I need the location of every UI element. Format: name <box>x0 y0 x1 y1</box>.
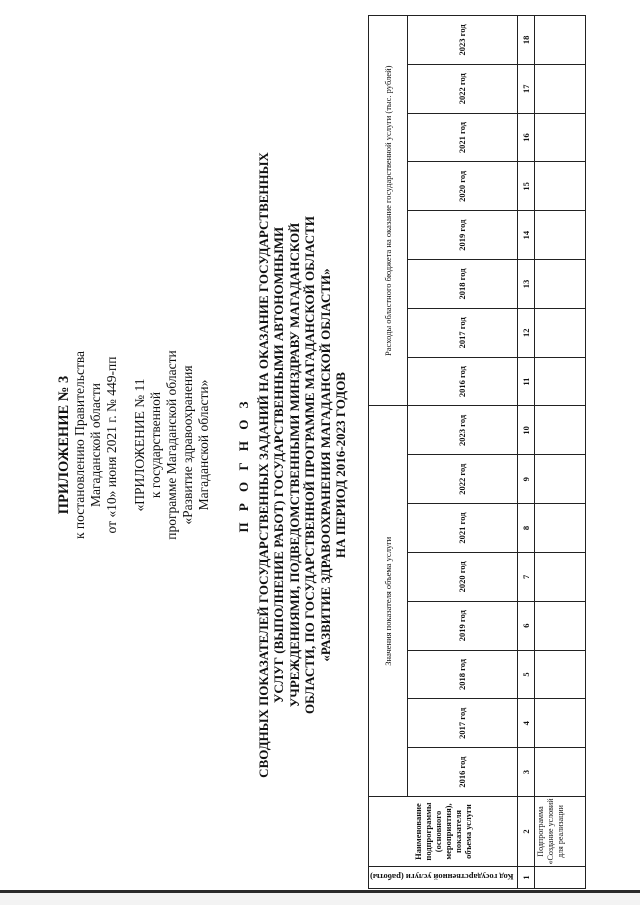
cell-empty <box>534 601 585 650</box>
appendix-heading: ПРИЛОЖЕНИЕ № 3 <box>56 375 72 515</box>
appendix-line: к постановлению Правительства <box>72 350 87 540</box>
year-cell: 2022 год <box>407 64 517 113</box>
table-number-row <box>517 16 534 889</box>
col-number: 5 <box>517 650 534 699</box>
cell-empty <box>534 867 585 889</box>
col-number: 9 <box>517 455 534 504</box>
cell-empty <box>534 650 585 699</box>
year-cell: 2018 год <box>407 260 517 309</box>
appendix-line: программе Магаданской области <box>164 350 179 540</box>
year-cell: 2019 год <box>407 211 517 260</box>
appendix-line: от «10» июня 2021 г. № 449-пп <box>104 356 119 534</box>
table-header-row <box>369 16 408 889</box>
cell-empty <box>534 308 585 357</box>
year-cell: 2019 год <box>407 601 517 650</box>
header-name: Наименование подпрограммы (основного мероприятия), показателя объема услуги <box>369 797 518 867</box>
title-line: УСЛУГ (ВЫПОЛНЕНИЕ РАБОТ) ГОСУДАРСТВЕННЫМИ АВТОНОМНЫМИ <box>271 226 286 704</box>
year-cell: 2018 год <box>407 650 517 699</box>
cell-empty <box>534 113 585 162</box>
title-line: ОБЛАСТИ, ПО ГОСУДАРСТВЕННОЙ ПРОГРАММЕ МАГАДАНСКОЙ ОБЛАСТИ <box>302 216 317 714</box>
col-number: 12 <box>517 308 534 357</box>
col-number: 17 <box>517 64 534 113</box>
col-number: 14 <box>517 211 534 260</box>
col-number: 15 <box>517 162 534 211</box>
year-cell: 2021 год <box>407 504 517 553</box>
cell-empty <box>534 504 585 553</box>
document-title <box>236 115 349 815</box>
title-line: УЧРЕЖДЕНИЯМИ, ПОДВЕДОМСТВЕННЫМИ МИНЗДРАВУ МАГАДАНСКОЙ <box>286 222 302 708</box>
cell-empty <box>534 64 585 113</box>
header-group-volume: Значения показателя объема услуги <box>369 406 408 797</box>
col-number: 3 <box>517 748 534 797</box>
col-number: 16 <box>517 113 534 162</box>
year-cell: 2016 год <box>407 357 517 406</box>
appendix-block <box>56 285 212 605</box>
title-line: НА ПЕРИОД 2016-2023 ГОДОВ <box>333 372 348 558</box>
year-cell: 2023 год <box>407 406 517 455</box>
year-cell: 2017 год <box>407 699 517 748</box>
col-number: 2 <box>517 797 534 867</box>
col-number: 7 <box>517 552 534 601</box>
col-number: 4 <box>517 699 534 748</box>
table-years-row <box>407 16 517 889</box>
col-number: 10 <box>517 406 534 455</box>
appendix-line: Магаданской области» <box>196 379 211 511</box>
cell-empty <box>534 455 585 504</box>
appendix-line: «Развитие здравоохранения <box>180 365 195 525</box>
col-number: 8 <box>517 504 534 553</box>
cell-empty <box>534 552 585 601</box>
year-cell: 2021 год <box>407 113 517 162</box>
header-group-expense: Расходы областного бюджета на оказание государственной услуги (тыс. рублей) <box>369 16 408 407</box>
title-forecast: П Р О Г Н О З <box>236 397 251 533</box>
cell-empty <box>534 162 585 211</box>
col-number: 18 <box>517 16 534 65</box>
cell-empty <box>534 357 585 406</box>
year-cell: 2017 год <box>407 308 517 357</box>
col-number: 11 <box>517 357 534 406</box>
appendix-gap <box>120 285 132 605</box>
appendix-line: Магаданской области <box>88 383 103 507</box>
cell-empty <box>534 211 585 260</box>
row-name: Подпрограмма «Создание условий для реализации <box>534 797 585 867</box>
appendix-line: к государственной <box>148 391 163 499</box>
col-number: 1 <box>517 867 534 889</box>
year-cell: 2020 год <box>407 552 517 601</box>
cell-empty <box>534 748 585 797</box>
col-number: 6 <box>517 601 534 650</box>
header-code: Код государственной услуги (работы) <box>369 867 518 889</box>
cell-empty <box>534 260 585 309</box>
appendix-line: «ПРИЛОЖЕНИЕ № 11 <box>132 378 147 512</box>
cell-empty <box>534 406 585 455</box>
forecast-table <box>368 15 586 889</box>
title-line: СВОДНЫХ ПОКАЗАТЕЛЕЙ ГОСУДАРСТВЕННЫХ ЗАДАНИЙ НА ОКАЗАНИЕ ГОСУДАРСТВЕННЫХ <box>255 152 271 778</box>
title-line: «РАЗВИТИЕ ЗДРАВООХРАНЕНИЯ МАГАДАНСКОЙ ОБЛАСТИ» <box>317 268 333 662</box>
table-row <box>534 16 585 889</box>
year-cell: 2016 год <box>407 748 517 797</box>
cell-empty <box>534 16 585 65</box>
cell-empty <box>534 699 585 748</box>
year-cell: 2023 год <box>407 16 517 65</box>
year-cell: 2020 год <box>407 162 517 211</box>
col-number: 13 <box>517 260 534 309</box>
year-cell: 2022 год <box>407 455 517 504</box>
